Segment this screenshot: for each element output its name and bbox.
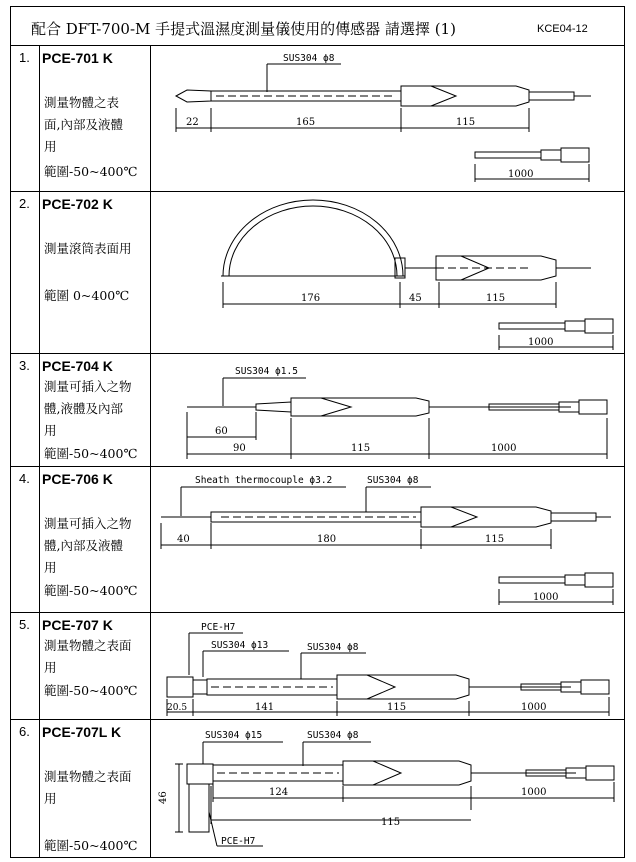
dim-label: 1000: [533, 592, 559, 603]
probe-707-drawing: [11, 613, 624, 720]
model-name: PCE-706 K: [42, 471, 113, 487]
dim-label: 115: [485, 534, 505, 545]
row-number: 3.: [19, 358, 30, 373]
sensor-row-707l: [10, 720, 625, 858]
dim-label: 176: [301, 293, 321, 304]
material-label: SUS304 ϕ8: [367, 475, 419, 486]
model-name: PCE-702 K: [42, 196, 113, 212]
row-number: 6.: [19, 724, 30, 739]
model-name: PCE-707 K: [42, 617, 113, 633]
dim-label: 1000: [491, 443, 517, 454]
dim-label: 1000: [521, 787, 547, 798]
usage-description: 測量可插入之物 體,液體及內部 用: [44, 379, 132, 438]
dim-label: 165: [296, 117, 316, 128]
dim-label: 141: [255, 702, 275, 713]
usage-description: 測量物體之表面 用: [44, 769, 132, 806]
model-name: PCE-701 K: [42, 50, 113, 66]
dim-label: 1000: [521, 702, 547, 713]
usage-description: 測量物體之表面 用: [44, 638, 132, 675]
usage-description: 測量滾筒表面用: [44, 241, 132, 256]
dim-label: 20.5: [167, 703, 188, 713]
sensor-row-701: [10, 46, 625, 192]
document-header: [10, 6, 625, 46]
material-label: SUS304 ϕ8: [307, 730, 359, 741]
temperature-range: 範圍-50~400℃: [44, 446, 138, 461]
row-number: 4.: [19, 471, 30, 486]
model-label: PCE-H7: [221, 836, 256, 847]
material-label: SUS304 ϕ13: [211, 640, 269, 651]
row-number: 1.: [19, 50, 30, 65]
sensor-row-702: [10, 192, 625, 354]
dim-label: 45: [409, 293, 422, 304]
material-label: SUS304 ϕ15: [205, 730, 263, 741]
probe-704-drawing: [11, 354, 624, 467]
probe-707l-drawing: [11, 720, 624, 858]
model-label: PCE-H7: [201, 622, 236, 633]
temperature-range: 範圍-50~400℃: [44, 164, 138, 179]
row-number: 2.: [19, 196, 30, 211]
usage-description: 測量可插入之物 體,內部及液體 用: [44, 516, 132, 575]
temperature-range: 範圍-50~400℃: [44, 838, 138, 853]
dim-label: 90: [233, 443, 246, 454]
dim-label: 124: [269, 787, 289, 798]
material-label: SUS304 ϕ1.5: [235, 366, 298, 377]
sensor-row-707: [10, 613, 625, 720]
dim-label: 115: [351, 443, 371, 454]
dim-label: 22: [186, 117, 199, 128]
dim-label: 60: [215, 426, 228, 437]
dim-label: 115: [456, 117, 476, 128]
material-label: Sheath thermocouple ϕ3.2: [195, 475, 333, 486]
probe-706-drawing: [11, 467, 624, 613]
dim-label: 180: [317, 534, 337, 545]
page-title: 配合 DFT-700-M 手提式溫濕度測量儀使用的傳感器 請選擇 (1): [31, 20, 456, 38]
probe-701-drawing: [11, 46, 624, 192]
dim-label: 1000: [508, 169, 534, 180]
probe-702-drawing: [11, 192, 624, 354]
dim-label: 46: [158, 791, 169, 804]
dim-label: 1000: [528, 337, 554, 348]
temperature-range: 範圍-50~400℃: [44, 683, 138, 698]
temperature-range: 範圍-50~400℃: [44, 583, 138, 598]
sensor-row-706: [10, 467, 625, 613]
row-number: 5.: [19, 617, 30, 632]
dim-label: 115: [381, 817, 401, 828]
dim-label: 115: [387, 702, 407, 713]
model-name: PCE-704 K: [42, 358, 113, 374]
sensor-row-704: [10, 354, 625, 467]
material-label: SUS304 ϕ8: [307, 642, 359, 653]
usage-description: 測量物體之表 面,內部及液體 用: [44, 95, 123, 154]
dim-label: 40: [177, 534, 190, 545]
document-code: KCE04-12: [537, 23, 588, 35]
dim-label: 115: [486, 293, 506, 304]
material-label: SUS304 ϕ8: [283, 53, 335, 64]
model-name: PCE-707L K: [42, 724, 122, 740]
temperature-range: 範圍 0~400℃: [44, 288, 130, 303]
